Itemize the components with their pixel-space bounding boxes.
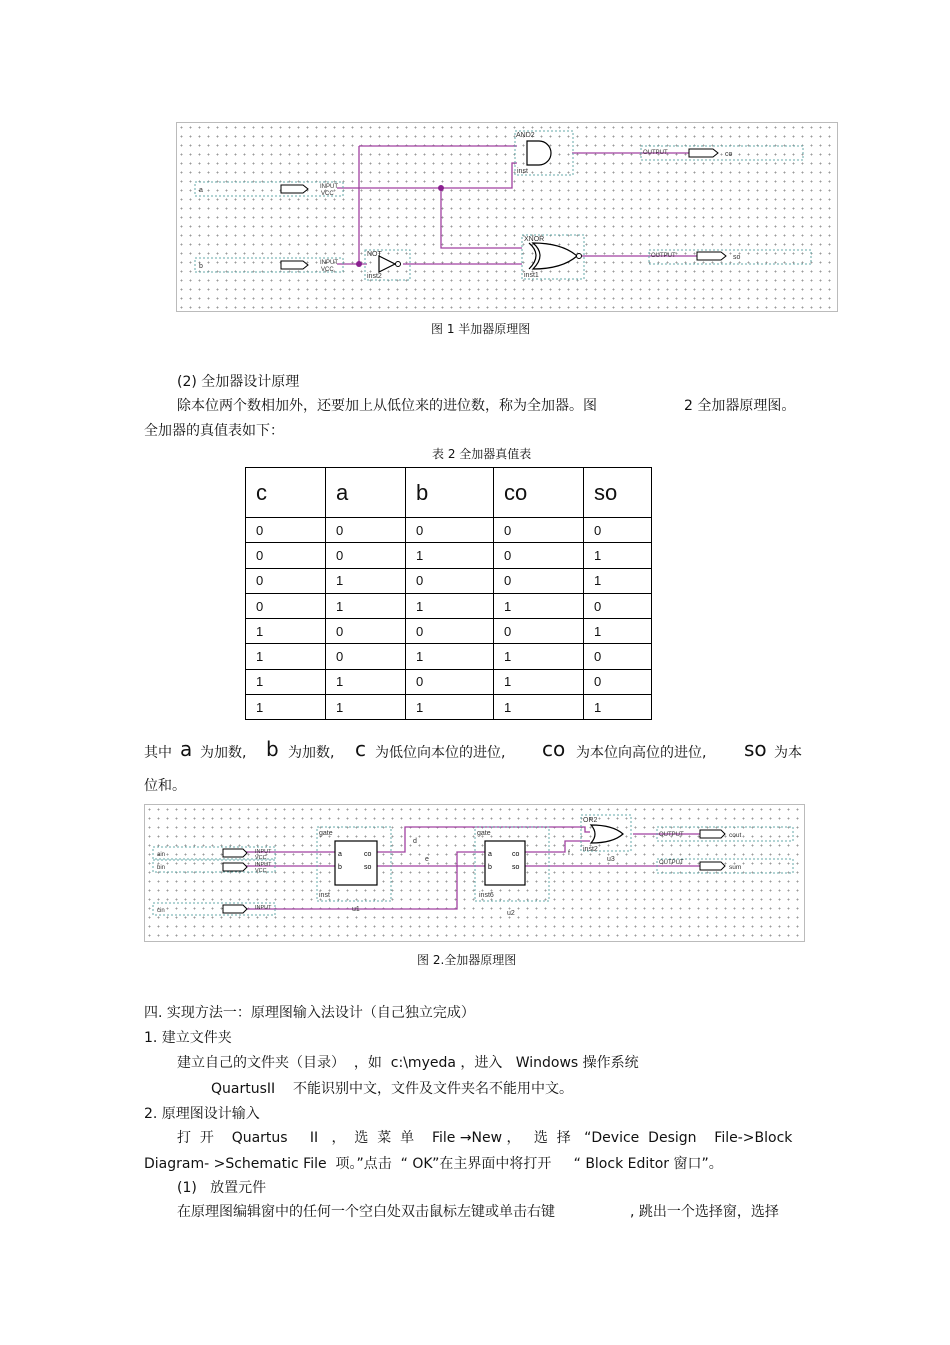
item1-heading: 1. 建立文件夹 — [144, 1030, 232, 1046]
table-cell: 1 — [406, 644, 494, 669]
table-cell: 1 — [326, 669, 406, 694]
signal-f-label: f — [568, 850, 570, 857]
table-cell: 0 — [326, 543, 406, 568]
output-so-label: so — [733, 254, 741, 261]
figure2-caption: 图 2.全加器原理图 — [417, 953, 517, 967]
table-cell: 1 — [406, 695, 494, 720]
or-gate-name: OR2 — [583, 817, 598, 824]
table-cell: 0 — [494, 619, 584, 644]
table-row — [246, 593, 652, 618]
table-cell: 1 — [326, 695, 406, 720]
header-cell: co — [494, 468, 584, 518]
table-row — [246, 695, 652, 720]
explain-var-so: so — [744, 737, 767, 761]
table-cell: 0 — [584, 669, 652, 694]
not-gate-symbol — [379, 256, 395, 272]
table-cell: 0 — [326, 644, 406, 669]
input-ain-label: ain — [157, 852, 166, 858]
input-ain-type: INPUT — [255, 849, 272, 855]
table-cell: 0 — [494, 568, 584, 593]
table-row — [246, 644, 652, 669]
gate-u1-label: u1 — [352, 906, 360, 913]
header-cell: so — [584, 468, 652, 518]
table-cell: 1 — [584, 619, 652, 644]
gate-u2-block — [485, 841, 525, 885]
table-cell: 1 — [406, 593, 494, 618]
gate-u2-name: gate — [477, 830, 491, 837]
table-cell: 1 — [494, 593, 584, 618]
section4-heading: 四. 实现方法一：原理图输入法设计（自己独立完成） — [144, 1005, 475, 1021]
explain-text-5: 为本 — [774, 745, 802, 761]
input-b-type: INPUT — [320, 260, 338, 266]
input-a-label: a — [199, 187, 203, 194]
table-cell: 0 — [584, 593, 652, 618]
xnor-gate-name: XNOR — [524, 236, 545, 243]
figure1-caption: 图 1 半加器原理图 — [431, 322, 531, 336]
output-co-type: OUTPUT — [643, 150, 668, 156]
output-co-label: co — [725, 151, 733, 158]
table-cell: 0 — [494, 518, 584, 543]
item1-line2: QuartusII 不能识别中文，文件及文件夹名不能用中文。 — [211, 1081, 573, 1097]
header-cell: b — [406, 468, 494, 518]
item2-heading: 2. 原理图设计输入 — [144, 1106, 260, 1122]
table-cell: 1 — [246, 644, 326, 669]
table-caption: 表 2 全加器真值表 — [432, 447, 532, 461]
gate-u1-port-so: so — [364, 864, 372, 871]
input-bin-label: bin — [157, 865, 166, 871]
gate-u1-port-co: co — [364, 851, 372, 858]
table-cell: 0 — [246, 593, 326, 618]
table-row — [246, 669, 652, 694]
section2-para-line2: 全加器的真值表如下： — [144, 423, 284, 439]
table-row — [246, 543, 652, 568]
table-row — [246, 518, 652, 543]
table-cell: 1 — [584, 543, 652, 568]
table-cell: 0 — [584, 518, 652, 543]
or-gate-symbol — [591, 825, 623, 843]
explain-text-2: 为加数, — [288, 745, 335, 761]
item2-line1: 打 开 Quartus II ， 选 菜 单 File →New ， 选 择 “Device Design File->Block — [177, 1130, 793, 1146]
not-gate-inst: inst2 — [367, 273, 382, 280]
table-cell: 1 — [584, 568, 652, 593]
table-cell: 0 — [406, 619, 494, 644]
gate-u2-label: u2 — [507, 910, 515, 917]
table-cell: 1 — [246, 619, 326, 644]
not-gate-name: NOT — [367, 251, 382, 258]
truth-table — [245, 467, 652, 720]
sub1-line1-tail: , 跳出一个选择窗，选择 — [630, 1204, 779, 1220]
table-cell: 1 — [494, 695, 584, 720]
table-cell: 0 — [246, 518, 326, 543]
input-cin-label: cin — [157, 908, 165, 914]
junction-dot — [356, 261, 362, 267]
gate-u1-inst: inst — [319, 892, 330, 899]
signal-d-label: d — [413, 838, 417, 845]
output-cout-type: OUTPUT — [659, 832, 684, 838]
section2-para-line1-tail: 2 全加器原理图。 — [684, 398, 796, 414]
section2-para-line1: 除本位两个数相加外，还要加上从低位来的进位数，称为全加器。图 — [177, 398, 597, 414]
input-a-vcc: VCC — [321, 191, 334, 197]
output-cout-label: cout — [729, 832, 742, 839]
truth-table-header-row — [246, 468, 652, 518]
header-cell: a — [326, 468, 406, 518]
table-cell: 1 — [494, 644, 584, 669]
table-cell: 0 — [406, 568, 494, 593]
input-b-vcc: VCC — [321, 267, 334, 273]
gate-u2-inst: inst6 — [479, 892, 494, 899]
gate-u1-name: gate — [319, 830, 333, 837]
xnor-gate-symbol — [533, 243, 577, 269]
gate-u1-port-a: a — [338, 851, 342, 858]
table-cell: 1 — [584, 695, 652, 720]
input-a-type: INPUT — [320, 184, 338, 190]
input-bin-vcc: VCC — [255, 868, 267, 874]
table-cell: 0 — [246, 543, 326, 568]
and-gate-name: AND2 — [516, 132, 535, 139]
header-cell: c — [246, 468, 326, 518]
explain-text-1: 为加数, — [200, 745, 247, 761]
sub1-line1: 在原理图编辑窗中的任何一个空白处双击鼠标左键或单击右键 — [177, 1204, 555, 1220]
table-cell: 1 — [246, 695, 326, 720]
table-cell: 0 — [406, 669, 494, 694]
gate-u2-port-co: co — [512, 851, 520, 858]
gate-u2-port-a: a — [488, 851, 492, 858]
table-cell: 1 — [326, 568, 406, 593]
output-so-type: OUTPUT — [651, 253, 676, 259]
item2-line2: Diagram- >Schematic File 项。”点击 “ OK”在主界面中将打开 “ Block Editor 窗口”。 — [144, 1156, 723, 1172]
gate-u2-port-b: b — [488, 864, 492, 871]
table-cell: 0 — [246, 568, 326, 593]
table-cell: 1 — [494, 669, 584, 694]
input-bin-type: INPUT — [255, 862, 272, 868]
table-cell: 1 — [406, 543, 494, 568]
and-gate-symbol — [527, 141, 551, 165]
or-gate-label: u3 — [607, 856, 615, 863]
explain-var-co: co — [542, 737, 566, 761]
table-cell: 0 — [406, 518, 494, 543]
table-row — [246, 619, 652, 644]
section2-heading: (2) 全加器设计原理 — [177, 374, 300, 390]
gate-u1-block — [335, 841, 377, 885]
explain-var-b: b — [266, 737, 279, 761]
table-cell: 0 — [494, 543, 584, 568]
xnor-gate-inst: inst1 — [524, 272, 539, 279]
table-cell: 0 — [326, 619, 406, 644]
gate-u1-port-b: b — [338, 864, 342, 871]
output-sum-label: sum — [729, 864, 742, 871]
explain-text-3: 为低位向本位的进位, — [375, 745, 506, 761]
half-adder-schematic — [176, 122, 838, 312]
explain-var-c: c — [355, 737, 366, 761]
explain-pre: 其中 — [144, 745, 172, 761]
table-cell: 1 — [246, 669, 326, 694]
table-row — [246, 568, 652, 593]
item1-line1: 建立自己的文件夹（目录） ，如 c:\myeda ，进入 Windows 操作系统 — [177, 1055, 639, 1071]
sub1-heading: (1) 放置元件 — [177, 1180, 267, 1196]
and-gate-inst: inst — [517, 168, 528, 175]
explain-var-a: a — [180, 737, 193, 761]
output-sum-type: OUTPUT — [659, 860, 684, 866]
input-ain-vcc: VCC — [255, 855, 267, 861]
input-b-label: b — [199, 263, 203, 270]
input-cin-type: INPUT — [255, 905, 272, 911]
full-adder-wiring — [145, 805, 804, 941]
table-cell: 0 — [326, 518, 406, 543]
explain-line2: 位和。 — [144, 778, 186, 794]
gate-u2-port-so: so — [512, 864, 520, 871]
table-cell: 0 — [584, 644, 652, 669]
explain-text-4: 为本位向高位的进位, — [576, 745, 707, 761]
table-cell: 1 — [326, 593, 406, 618]
half-adder-wiring — [177, 123, 837, 311]
junction-dot — [438, 185, 444, 191]
or-gate-inst: inst2 — [583, 846, 598, 853]
signal-e-label: e — [425, 856, 429, 863]
full-adder-schematic — [144, 804, 805, 942]
